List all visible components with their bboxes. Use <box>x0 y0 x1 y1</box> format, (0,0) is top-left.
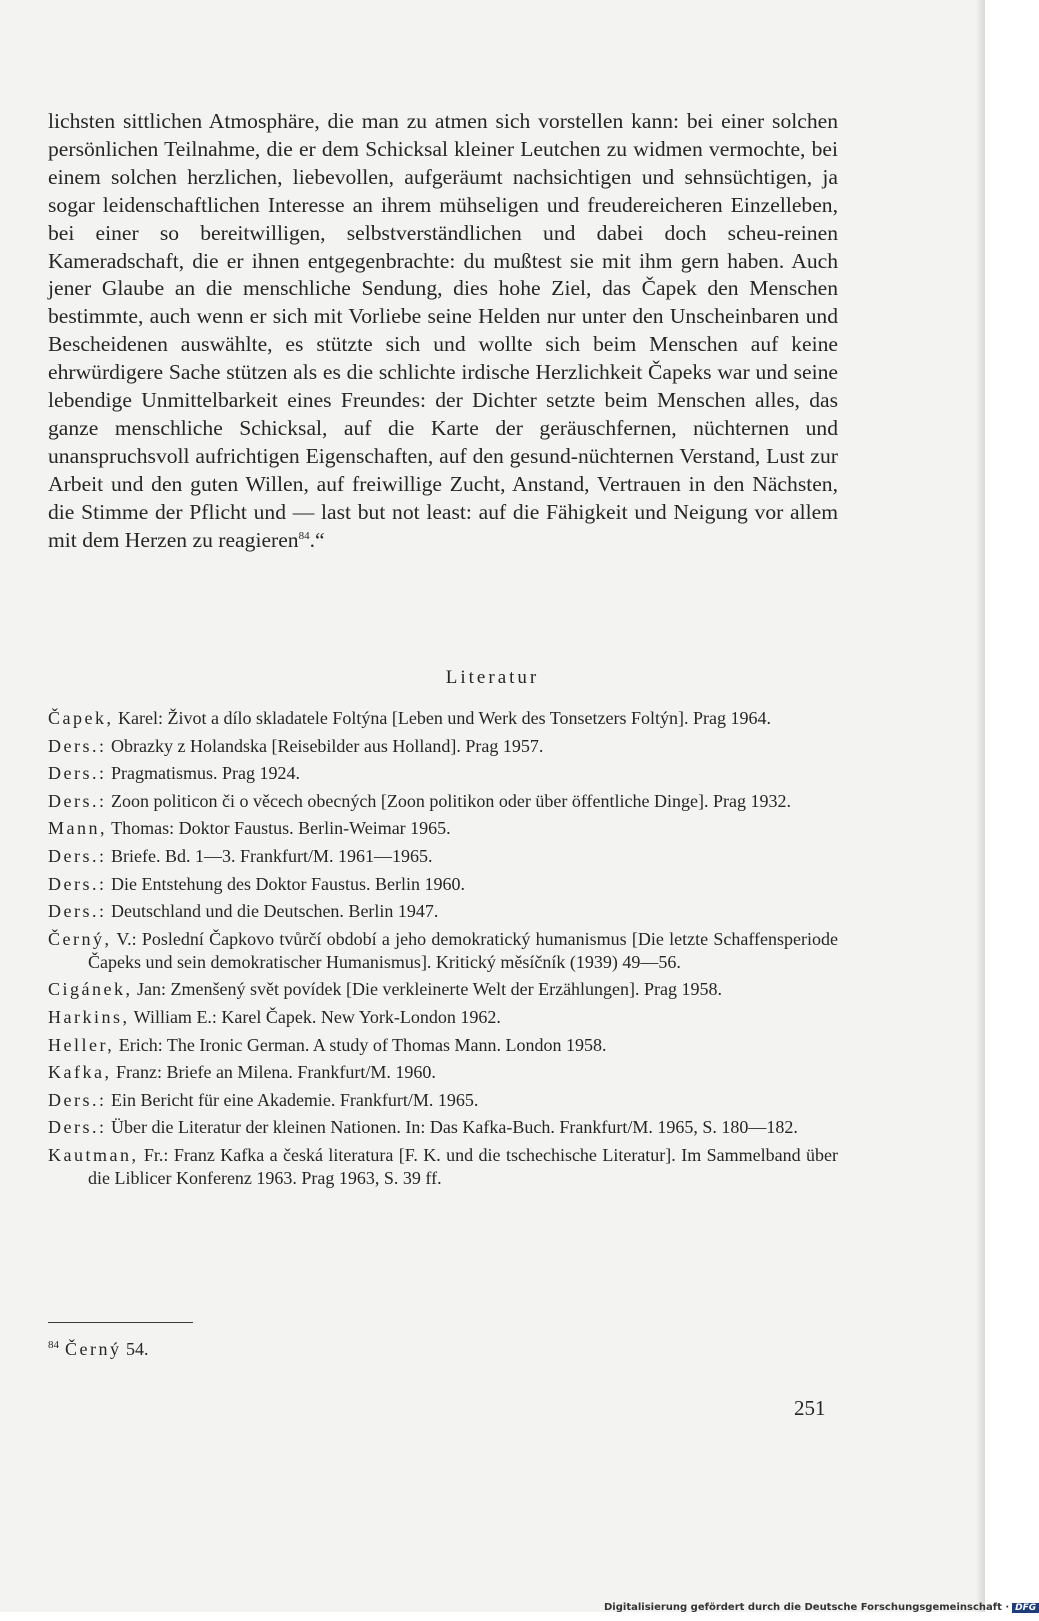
reference-author: Ders.: <box>48 735 107 756</box>
footnote-author: Černý <box>65 1339 122 1359</box>
reference-list <box>48 707 838 1195</box>
reference-text: Thomas: Doktor Faustus. Berlin-Weimar 1965. <box>107 818 451 839</box>
reference-entry <box>48 762 838 785</box>
reference-author: Ders.: <box>48 763 107 784</box>
reference-entry <box>48 1006 838 1029</box>
body-paragraph-text: lichsten sittlichen Atmosphäre, die man zu atmen sich vorstellen kann: bei einer solchen persönlichen Teilnahme, die er dem Schicksal kleiner Leutchen zu widmen vermochte, bei einem solchen herzlichen, liebevollen, aufgeräumt nachsichtigen und sehnsüchtigen, ja sogar leidenschaftlichen Interesse an ihrem mühseligen und freudereicheren Einzelleben, bei einer so bereitwilligen, selbstverständlichen und dabei doch scheu-reinen Kameradschaft, die er ihnen entgegenbrachte: du mußtest sie mit ihm gern haben. Auch jener Glaube an die menschliche Sendung, dies hohe Ziel, das Čapek den Menschen bestimmte, auch wenn er sich mit Vorliebe seine Helden nur unter den Unscheinbaren und Bescheidenen auswählte, es stützte sich und wollte sich beim Menschen auf keine ehrwürdigere Sache stützen als es die schlichte irdische Herzlichkeit Čapeks war und seine lebendige Unmittelbarkeit eines Freundes: der Dichter setzte beim Menschen alles, das ganze menschliche Schicksal, auf die Karte der geräuschfernen, nüchternen und unanspruchsvoll aufrichtigen Eigenschaften, auf den gesund-nüchternen Verstand, Lust zur Arbeit und den guten Willen, auf freiwillige Zucht, Anstand, Vertrauen in den Nächsten, die Stimme der Pflicht und — last but not least: auf die Fähigkeit und Neigung vor allem mit dem Herzen zu reagieren <box>48 109 838 552</box>
body-paragraph-closing: .“ <box>309 527 325 552</box>
reference-entry <box>48 707 838 730</box>
footnote-reference: 84 <box>298 529 310 542</box>
reference-text: Über die Literatur der kleinen Nationen. In: Das Kafka-Buch. Frankfurt/M. 1965, S. 180—182. <box>106 1117 798 1138</box>
reference-entry <box>48 1034 838 1057</box>
reference-text: Franz: Briefe an Milena. Frankfurt/M. 1960. <box>111 1062 436 1083</box>
section-heading: Literatur <box>445 667 540 688</box>
reference-text: Jan: Zmenšený svět povídek [Die verkleinerte Welt der Erzählungen]. Prag 1958. <box>132 979 723 1000</box>
reference-author: Kautman, <box>48 1144 139 1165</box>
reference-text: Briefe. Bd. 1—3. Frankfurt/M. 1961—1965. <box>106 845 433 866</box>
reference-text: Pragmatismus. Prag 1924. <box>106 763 300 784</box>
reference-entry <box>48 873 838 896</box>
reference-author: Ders.: <box>48 901 107 922</box>
reference-text: Karel: Život a dílo skladatele Foltýna [Leben und Werk des Tonsetzers Foltýn]. Prag 1964. <box>113 708 771 728</box>
reference-text: Zoon politicon či o věcech obecných [Zoon politikon oder über öffentliche Dinge]. Prag 1932. <box>106 790 791 811</box>
reference-entry <box>48 928 838 974</box>
reference-text: Obrazky z Holandska [Reisebilder aus Holland]. Prag 1957. <box>106 735 544 756</box>
reference-text: Erich: The Ironic German. A study of Thomas Mann. London 1958. <box>114 1034 607 1055</box>
reference-entry <box>48 1116 838 1139</box>
reference-author: Ders.: <box>48 873 107 894</box>
reference-author: Heller, <box>48 1034 115 1055</box>
credit-text: Digitalisierung gefördert durch die Deutsche Forschungsgemeinschaft · <box>604 1602 1010 1613</box>
reference-entry <box>48 845 838 868</box>
reference-entry <box>48 978 838 1001</box>
reference-entry <box>48 1144 838 1190</box>
reference-text: Deutschland und die Deutschen. Berlin 1947. <box>106 901 439 922</box>
footnote <box>48 1339 149 1360</box>
reference-entry <box>48 900 838 923</box>
footnote-number: 84 <box>48 1339 59 1351</box>
reference-text: Die Entstehung des Doktor Faustus. Berlin 1960. <box>106 873 465 894</box>
body-paragraph <box>48 108 838 555</box>
reference-entry <box>48 817 838 840</box>
reference-author: Ders.: <box>48 845 107 866</box>
footnote-text: 54. <box>121 1339 149 1359</box>
digitization-credit <box>604 1602 1039 1613</box>
reference-author: Kafka, <box>48 1062 112 1083</box>
footnote-divider <box>48 1322 193 1323</box>
reference-author: Ders.: <box>48 1089 107 1110</box>
reference-entry <box>48 1061 838 1084</box>
reference-text: Fr.: Franz Kafka a česká literatura [F. K. und die tschechische Literatur]. Im Sammelband über die Liblicer Konferenz 1963. Prag 1963, S. 39 ff. <box>88 1144 838 1188</box>
reference-author: Ders.: <box>48 1117 107 1138</box>
reference-entry <box>48 1089 838 1112</box>
reference-author: Mann, <box>48 818 107 839</box>
reference-text: V.: Poslední Čapkovo tvůrčí období a jeho demokratický humanismus [Die letzte Schaffensperiode Čapeks und sein demokratischer Humanismus]. Kritický měsíčník (1939) 49—56. <box>88 928 838 972</box>
reference-author: Cigánek, <box>48 979 133 1000</box>
reference-text: Ein Bericht für eine Akademie. Frankfurt/M. 1965. <box>106 1089 479 1110</box>
page-number: 251 <box>794 1396 826 1420</box>
reference-author: Ders.: <box>48 790 107 811</box>
reference-author: Černý, <box>48 928 112 949</box>
reference-author: Harkins, <box>48 1006 130 1027</box>
reference-author: Čapek, <box>48 708 114 728</box>
page-edge-shadow <box>977 0 985 1612</box>
reference-entry <box>48 735 838 758</box>
dfg-logo: DFG <box>1012 1603 1039 1613</box>
reference-entry <box>48 790 838 813</box>
reference-text: William E.: Karel Čapek. New York-London 1962. <box>129 1006 501 1027</box>
